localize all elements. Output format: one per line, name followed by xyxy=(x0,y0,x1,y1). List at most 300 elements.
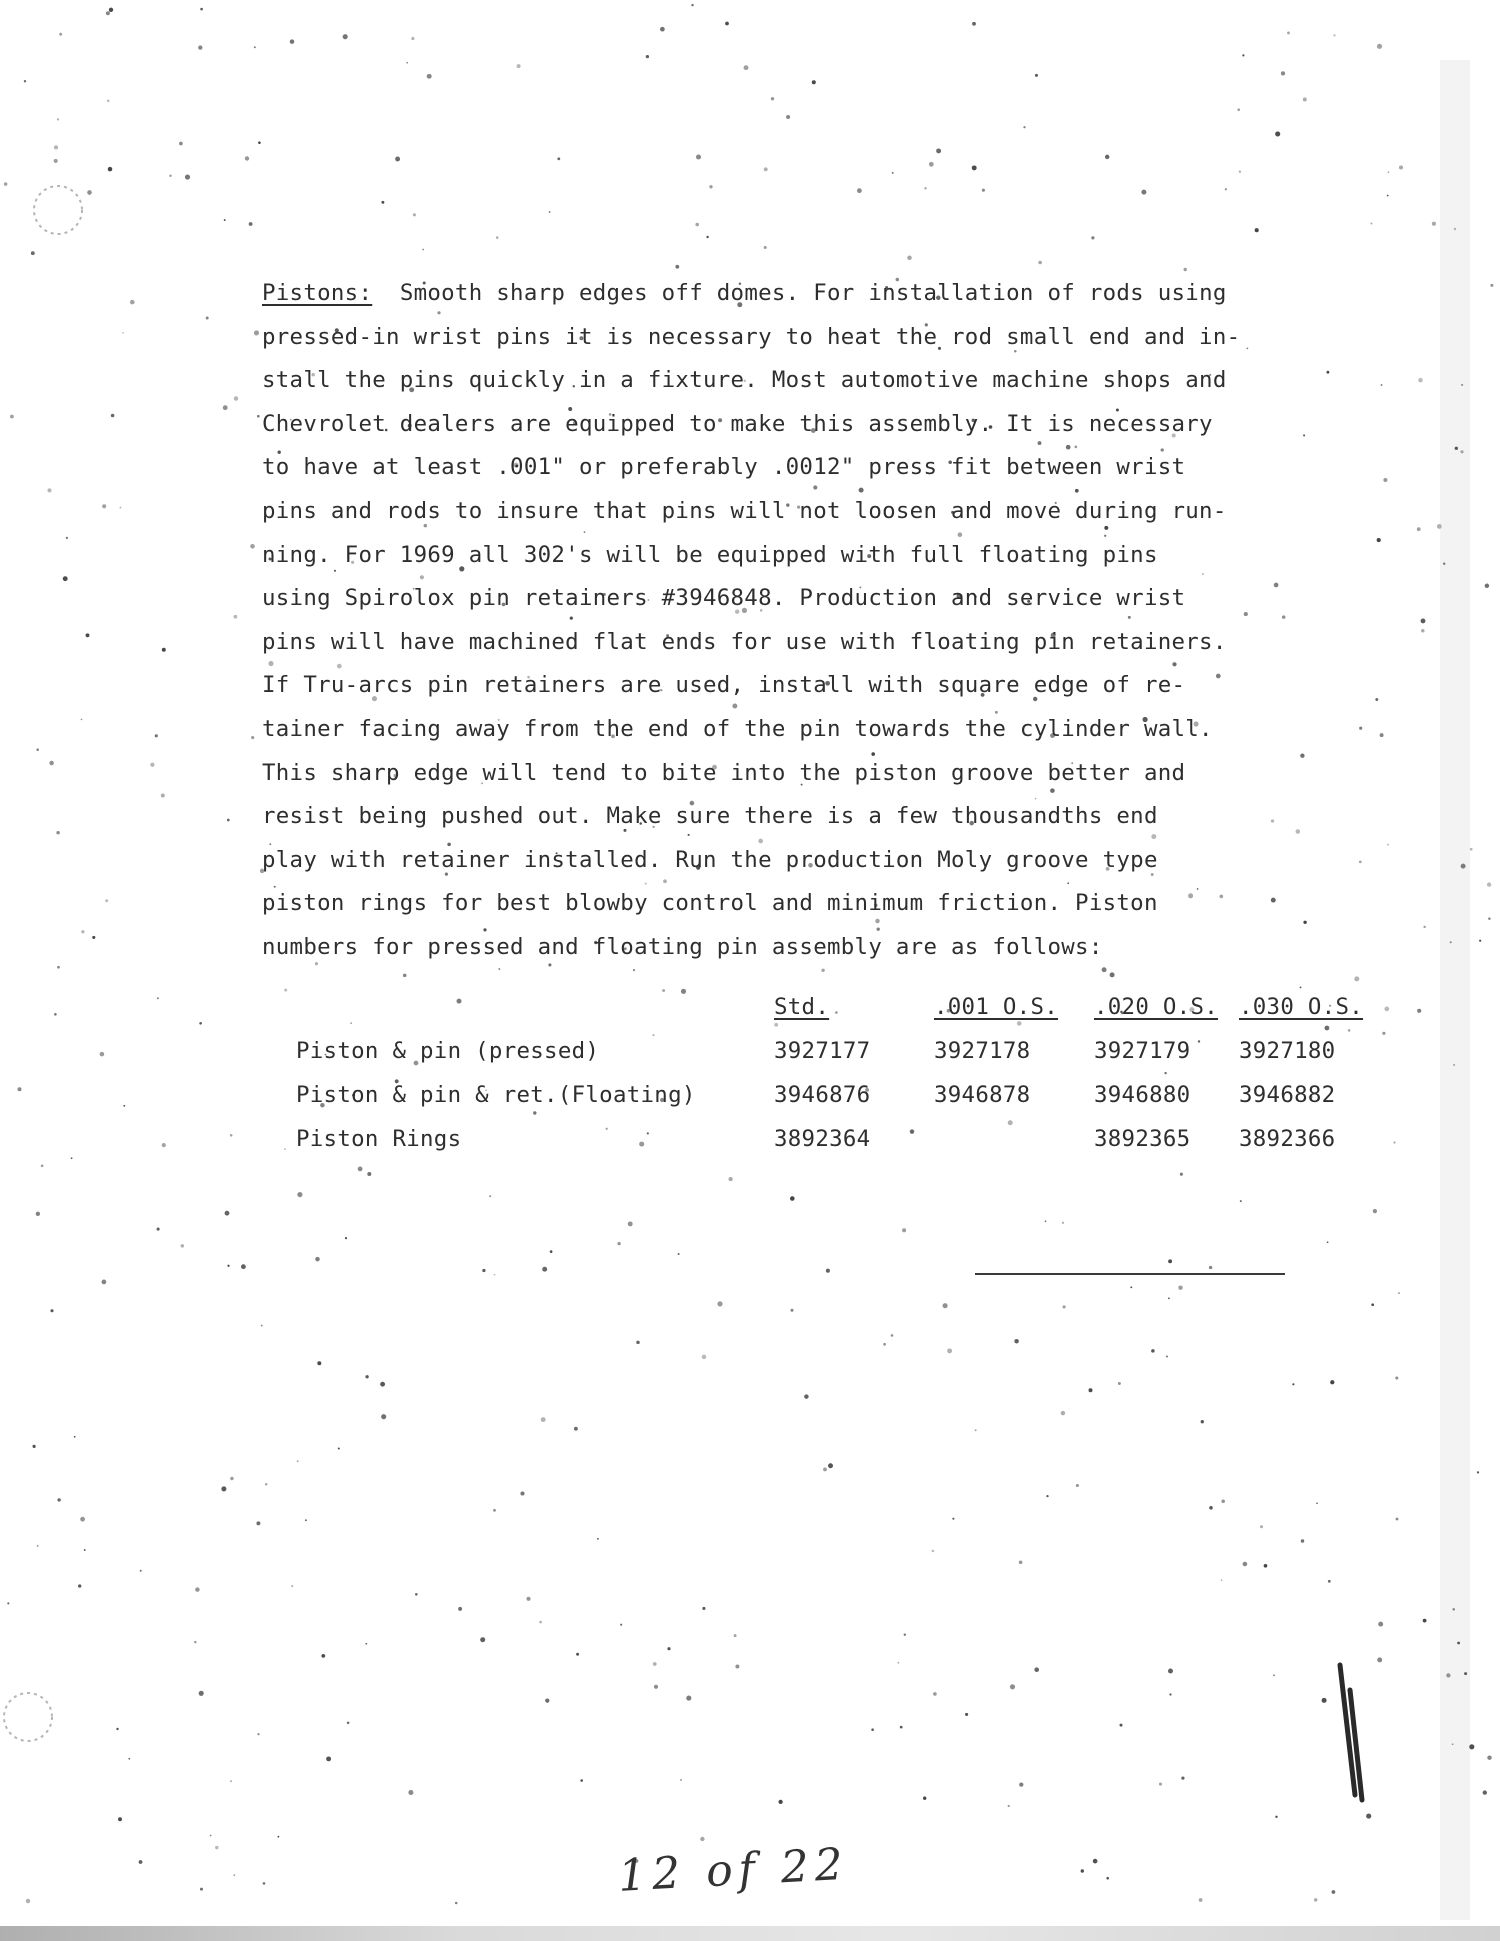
paragraph-line: pins will have machined flat ends for use with floating pin retainers. xyxy=(262,628,1227,655)
speck xyxy=(1388,171,1390,173)
paragraph-line: numbers for pressed and floating pin assembly are as follows: xyxy=(262,933,1103,960)
speck xyxy=(1378,1622,1383,1627)
speck xyxy=(1303,98,1307,102)
speck xyxy=(1035,74,1038,77)
speck xyxy=(1209,1506,1213,1510)
speck xyxy=(493,1509,496,1512)
speck xyxy=(257,1733,259,1735)
punch-hole xyxy=(4,1693,52,1741)
punch-hole xyxy=(34,186,82,234)
speck xyxy=(982,189,985,192)
speck xyxy=(258,141,261,144)
speck xyxy=(84,1549,86,1551)
speck xyxy=(261,1325,263,1327)
paragraph-line: ning. For 1969 all 302's will be equipped with full floating pins xyxy=(262,541,1158,568)
paragraph-line: resist being pushed out. Make sure there is a few thousandths end xyxy=(262,803,1158,830)
speck xyxy=(1485,584,1490,589)
speck xyxy=(108,167,113,172)
speck xyxy=(26,1899,30,1903)
speck xyxy=(1488,917,1491,920)
speck xyxy=(380,1382,385,1387)
speck xyxy=(1432,222,1436,226)
paragraph-line: to have at least .001" or preferably .0012" press fit between wrist xyxy=(262,454,1186,481)
speck xyxy=(675,265,679,269)
speck xyxy=(81,719,83,721)
speck xyxy=(628,1221,633,1226)
piston-parts-table xyxy=(296,985,1379,1161)
table-row xyxy=(296,1117,1379,1161)
speck xyxy=(557,157,560,160)
speck xyxy=(771,97,774,100)
speck xyxy=(725,22,729,26)
speck xyxy=(1240,1200,1242,1202)
speck xyxy=(1008,1805,1010,1807)
speck xyxy=(36,1212,40,1216)
speck xyxy=(891,1334,894,1337)
speck xyxy=(1221,1579,1223,1581)
speck xyxy=(1243,1562,1248,1567)
speck xyxy=(786,115,790,119)
speck xyxy=(317,1361,321,1365)
speck xyxy=(198,45,202,49)
speck xyxy=(1118,1382,1121,1385)
speck xyxy=(365,1375,368,1378)
speck xyxy=(542,1267,547,1272)
speck xyxy=(31,251,35,255)
speck xyxy=(526,1597,530,1601)
scan-edge-artifact xyxy=(0,1926,1500,1941)
speck xyxy=(1062,1222,1064,1224)
speck xyxy=(700,1837,704,1841)
speck xyxy=(234,396,239,401)
speck xyxy=(36,748,38,750)
speck xyxy=(904,1634,906,1636)
speck xyxy=(1387,195,1389,197)
speck xyxy=(109,8,113,12)
speck xyxy=(251,736,254,739)
speck xyxy=(1333,34,1335,36)
speck xyxy=(936,148,941,153)
speck xyxy=(907,256,912,261)
speck xyxy=(1275,1816,1277,1818)
speck xyxy=(686,1696,691,1701)
speck xyxy=(162,1143,166,1147)
part-number: 3946876 xyxy=(774,1082,871,1108)
speck xyxy=(897,1662,899,1664)
speck xyxy=(321,1654,325,1658)
speck xyxy=(482,1269,485,1272)
speck xyxy=(338,1447,340,1449)
speck xyxy=(1105,155,1109,159)
speck xyxy=(24,80,26,82)
paragraph-line: Pistons: Smooth sharp edges off domes. For installation of rods using xyxy=(262,280,1227,306)
speck xyxy=(1275,131,1280,136)
paragraph-line: play with retainer installed. Run the production Moly groove type xyxy=(262,846,1158,873)
speck xyxy=(1418,378,1423,383)
speck xyxy=(1130,1286,1132,1288)
speck xyxy=(1332,1890,1336,1894)
speck xyxy=(111,414,115,418)
speck xyxy=(517,64,521,68)
speck xyxy=(1019,1560,1023,1564)
speck xyxy=(1239,170,1241,172)
speck xyxy=(1421,618,1426,623)
speck xyxy=(54,1013,57,1016)
speck xyxy=(179,142,183,146)
speck xyxy=(702,1607,705,1610)
part-number xyxy=(934,1117,1094,1161)
paragraph-line: tainer facing away from the end of the pin towards the cylinder wall. xyxy=(262,715,1213,742)
speck xyxy=(1045,1220,1047,1222)
speck xyxy=(1178,1285,1183,1290)
speck xyxy=(790,1196,795,1201)
speck xyxy=(257,415,260,418)
speck xyxy=(1046,1495,1048,1497)
speck xyxy=(1421,629,1424,632)
speck xyxy=(1470,848,1473,851)
speck xyxy=(717,1301,722,1306)
speck xyxy=(975,1429,977,1431)
speck xyxy=(87,190,92,195)
speck xyxy=(230,1477,233,1480)
speck xyxy=(250,544,255,549)
speck xyxy=(161,794,165,798)
speck xyxy=(63,576,68,581)
paragraph-line: pressed-in wrist pins it is necessary to heat the rod small end and in- xyxy=(262,323,1241,350)
speck xyxy=(57,1498,60,1501)
speck xyxy=(305,1519,307,1521)
speck xyxy=(1281,71,1285,75)
speck xyxy=(343,34,348,39)
speck xyxy=(1110,972,1115,977)
speck xyxy=(139,1860,143,1864)
speck xyxy=(41,1164,44,1167)
speck xyxy=(128,1758,130,1760)
speck xyxy=(210,1835,212,1837)
speck xyxy=(367,1172,371,1176)
part-number: 3927180 xyxy=(1239,1038,1336,1064)
speck xyxy=(1168,1259,1172,1263)
speck xyxy=(550,1250,553,1253)
speck xyxy=(59,33,62,36)
speck xyxy=(277,1836,279,1838)
speck xyxy=(102,504,106,508)
speck xyxy=(1490,284,1493,287)
speck xyxy=(778,1800,782,1804)
speck xyxy=(576,1653,579,1656)
speck xyxy=(1089,1388,1093,1392)
row-label: Piston & pin (pressed) xyxy=(296,1038,600,1064)
speck xyxy=(10,415,14,419)
speck xyxy=(1038,261,1042,265)
speck xyxy=(1209,1266,1212,1269)
speck xyxy=(1184,268,1187,271)
speck xyxy=(1487,882,1491,886)
speck xyxy=(33,1445,36,1448)
speck xyxy=(102,1280,107,1285)
speck xyxy=(297,1460,299,1462)
speck xyxy=(764,167,768,171)
speck xyxy=(654,1685,658,1689)
speck xyxy=(549,211,551,213)
speck xyxy=(902,1228,906,1232)
speck xyxy=(297,1192,302,1197)
speck xyxy=(1120,1724,1123,1727)
speck xyxy=(411,37,414,40)
speck xyxy=(241,1264,246,1269)
speck xyxy=(290,39,295,44)
speck xyxy=(71,1157,73,1159)
horizontal-rule xyxy=(975,1273,1285,1275)
speck xyxy=(200,1888,203,1891)
speck xyxy=(1255,228,1259,232)
speck xyxy=(455,1902,458,1905)
speck xyxy=(1014,1339,1019,1344)
speck xyxy=(263,1882,266,1885)
speck xyxy=(1141,190,1146,195)
speck xyxy=(1479,940,1481,942)
speck xyxy=(695,223,699,227)
part-number: 3946878 xyxy=(934,1082,1031,1108)
paragraph-line: piston rings for best blowby control and minimum friction. Piston xyxy=(262,890,1158,917)
speck xyxy=(245,156,249,160)
speck xyxy=(234,615,238,619)
speck xyxy=(1477,1471,1479,1473)
speck xyxy=(422,249,424,251)
speck xyxy=(230,1134,233,1137)
speck xyxy=(646,55,649,58)
speck xyxy=(1417,527,1421,531)
speck xyxy=(1081,1869,1084,1872)
part-number: 3927179 xyxy=(1094,1038,1191,1064)
speck xyxy=(1393,1141,1395,1143)
speck xyxy=(812,80,816,84)
speck xyxy=(1106,1877,1109,1880)
speck xyxy=(199,1691,204,1696)
speck xyxy=(1399,165,1403,169)
speck xyxy=(667,1647,670,1650)
speck xyxy=(1292,1383,1294,1385)
speck xyxy=(162,648,166,652)
speck xyxy=(947,1348,952,1353)
table-row xyxy=(296,1073,1379,1117)
speck xyxy=(1398,1292,1400,1294)
speck xyxy=(1366,1814,1371,1819)
speck xyxy=(181,1244,184,1247)
speck xyxy=(1260,1525,1263,1528)
speck xyxy=(574,1427,578,1431)
speck xyxy=(49,761,53,765)
speck xyxy=(943,1303,948,1308)
speck xyxy=(57,118,59,120)
speck xyxy=(764,246,767,249)
speck xyxy=(224,219,226,221)
speck xyxy=(18,1087,22,1091)
speck xyxy=(900,1726,903,1729)
speck xyxy=(1169,1693,1171,1695)
speck xyxy=(709,185,712,188)
part-number: 3946882 xyxy=(1239,1082,1336,1108)
speck xyxy=(195,1587,199,1591)
speck xyxy=(1287,31,1290,34)
speck xyxy=(1166,1355,1168,1357)
speck xyxy=(1242,54,1244,56)
speck xyxy=(828,1463,833,1468)
speck xyxy=(395,157,400,162)
speck xyxy=(696,154,701,159)
speck xyxy=(520,1491,524,1495)
speck xyxy=(284,989,287,992)
speck xyxy=(1063,1305,1066,1308)
speck xyxy=(37,1545,39,1547)
speck xyxy=(107,100,109,102)
speck xyxy=(680,1779,682,1781)
speck xyxy=(923,1797,926,1800)
speck xyxy=(826,1269,830,1273)
part-number: 3927177 xyxy=(774,1038,871,1064)
speck xyxy=(427,74,432,79)
speck xyxy=(265,1483,268,1486)
speck xyxy=(1159,1783,1162,1786)
speck xyxy=(790,1309,793,1312)
speck xyxy=(1180,1173,1183,1176)
handwritten-page-number: 12 of 22 xyxy=(616,1838,850,1902)
speck xyxy=(1373,1209,1377,1213)
speck xyxy=(381,1414,386,1419)
speck xyxy=(116,1728,118,1730)
speck xyxy=(347,1722,350,1725)
speck xyxy=(702,1355,707,1360)
speck xyxy=(1396,1518,1399,1521)
speck xyxy=(406,62,408,64)
speck xyxy=(744,65,749,70)
speck xyxy=(496,236,499,239)
speck xyxy=(120,507,122,509)
speck xyxy=(1091,236,1094,239)
speck xyxy=(933,1692,937,1696)
speck xyxy=(249,222,253,226)
speck xyxy=(1395,1376,1398,1379)
speck xyxy=(157,997,159,999)
header-020-os: .020 O.S. xyxy=(1094,994,1219,1020)
speck xyxy=(284,1148,286,1150)
speck xyxy=(1093,1859,1098,1864)
speck xyxy=(230,1780,232,1782)
speck xyxy=(494,1274,496,1276)
speck xyxy=(1371,1303,1374,1306)
speck xyxy=(653,1662,657,1666)
speck xyxy=(489,1195,491,1197)
speck xyxy=(972,165,977,170)
speck xyxy=(1034,1667,1039,1672)
speck xyxy=(1010,1684,1015,1689)
speck xyxy=(1371,223,1373,225)
speck xyxy=(1301,1539,1304,1542)
speck xyxy=(597,1538,599,1540)
speck xyxy=(225,1211,230,1216)
header-001-os: .001 O.S. xyxy=(934,994,1059,1020)
speck xyxy=(92,936,95,939)
speck xyxy=(56,831,59,834)
speck xyxy=(932,1550,935,1553)
paragraph-line: Chevrolet dealers are equipped to make this assembly. It is necessary xyxy=(262,410,1213,437)
speck xyxy=(1316,1502,1318,1504)
speck xyxy=(315,1257,320,1262)
speck xyxy=(871,1728,874,1731)
speck xyxy=(823,1467,827,1471)
speck xyxy=(1019,1782,1023,1786)
speck xyxy=(1417,1009,1421,1013)
speck xyxy=(1264,1564,1268,1568)
speck xyxy=(458,1607,462,1611)
speck xyxy=(4,182,8,186)
speck xyxy=(660,27,665,32)
speck xyxy=(1377,1657,1382,1662)
speck xyxy=(480,1637,485,1642)
speck xyxy=(150,763,154,767)
part-number: 3892365 xyxy=(1094,1126,1191,1152)
speck xyxy=(221,1486,226,1491)
speck xyxy=(1314,1898,1317,1901)
speck xyxy=(729,1177,733,1181)
speck xyxy=(636,1341,640,1345)
speck xyxy=(74,1436,76,1438)
speck xyxy=(140,1570,142,1572)
speck xyxy=(1384,1007,1389,1012)
speck xyxy=(233,1874,235,1876)
speck xyxy=(1168,1669,1173,1674)
speck xyxy=(50,1309,53,1312)
speck xyxy=(185,175,190,180)
speck xyxy=(734,1634,737,1637)
speck xyxy=(169,175,171,177)
part-number: 3946880 xyxy=(1094,1082,1191,1108)
speck xyxy=(1322,1698,1327,1703)
part-number: 3927178 xyxy=(934,1038,1031,1064)
speck xyxy=(1076,1484,1079,1487)
speck xyxy=(130,300,135,305)
speck xyxy=(1327,1241,1329,1243)
speck xyxy=(1354,976,1359,981)
speck xyxy=(381,201,384,204)
speck xyxy=(194,1641,196,1643)
speck xyxy=(227,1265,229,1267)
speck xyxy=(157,1228,160,1231)
speck xyxy=(1225,188,1227,190)
speck xyxy=(106,11,110,15)
speck xyxy=(924,187,926,189)
speck xyxy=(691,4,693,6)
speck xyxy=(291,1585,293,1587)
speck xyxy=(408,1790,413,1795)
speck xyxy=(892,172,894,174)
speck xyxy=(857,188,862,193)
speck xyxy=(54,145,58,149)
speck xyxy=(1328,1580,1331,1583)
speck xyxy=(1237,108,1240,111)
speck xyxy=(254,330,259,335)
speck xyxy=(206,317,209,320)
speck xyxy=(100,1052,105,1057)
speck xyxy=(413,213,416,216)
speck xyxy=(804,1394,808,1398)
speck xyxy=(80,1517,85,1522)
table-header-row xyxy=(296,985,1379,1029)
part-number: 3892364 xyxy=(774,1126,871,1152)
paragraph-line: If Tru-arcs pin retainers are used, install with square edge of re- xyxy=(262,672,1186,699)
part-number: 3892366 xyxy=(1239,1126,1336,1152)
speck xyxy=(86,633,90,637)
